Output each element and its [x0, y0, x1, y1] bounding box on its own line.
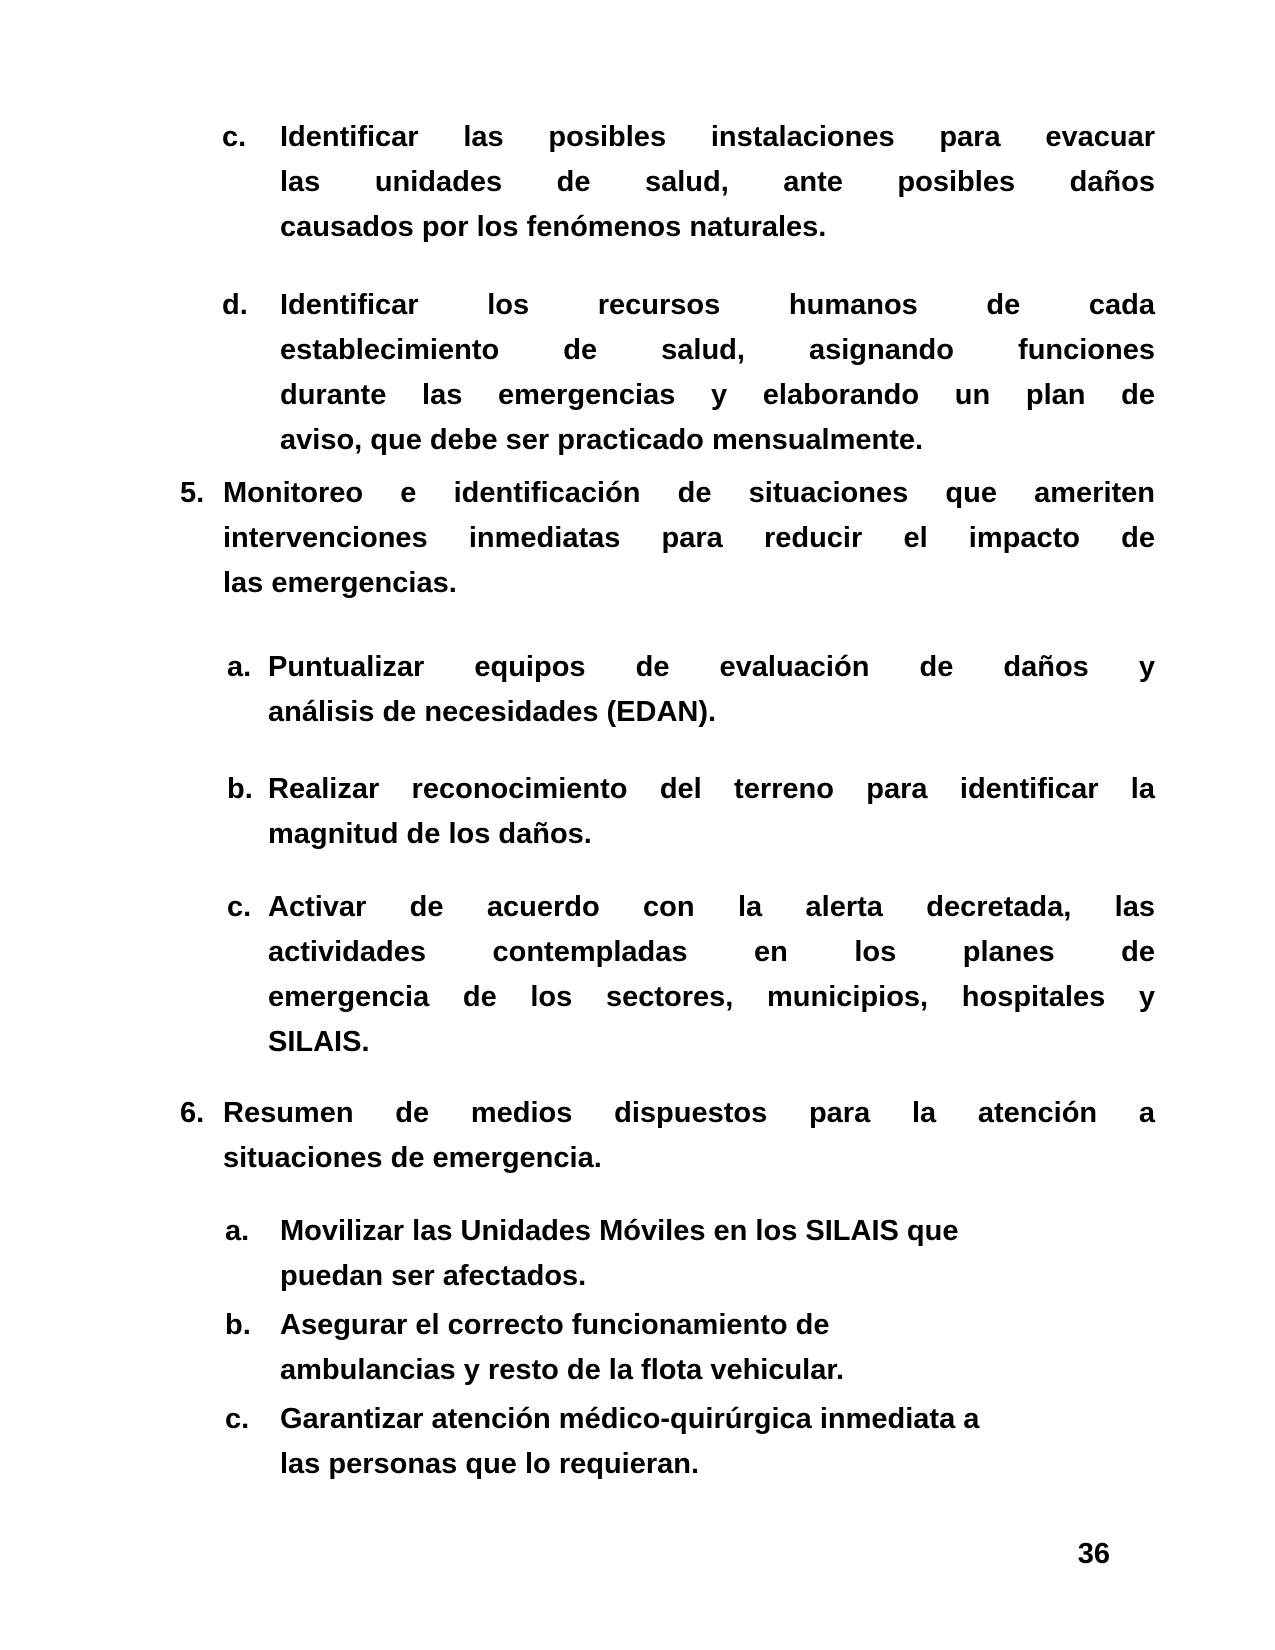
text-line: magnitud de los daños.: [268, 818, 592, 850]
text-line: Monitoreo e identificación de situaciones que ameriten: [223, 477, 1155, 509]
text-line: Puntualizar equipos de evaluación de daños y: [268, 651, 1155, 683]
list-marker: 5.: [180, 477, 205, 509]
list-marker: b.: [225, 1309, 251, 1341]
text-line: análisis de necesidades (EDAN).: [268, 696, 717, 728]
text-line: intervenciones inmediatas para reducir el impacto de: [223, 522, 1155, 554]
page-number: 36: [1077, 1538, 1110, 1570]
list-marker: 6.: [180, 1097, 205, 1129]
text-line: causados por los fenómenos naturales.: [280, 211, 827, 243]
list-marker: a.: [225, 1215, 250, 1247]
list-item-6a: [180, 1209, 1155, 1299]
text-line: Identificar las posibles instalaciones para evacuar: [280, 121, 1155, 153]
text-line: las unidades de salud, ante posibles daños: [280, 166, 1155, 198]
list-marker: d.: [222, 289, 248, 321]
text-line: Realizar reconocimiento del terreno para identificar la: [268, 773, 1155, 805]
page-footer: [180, 1532, 1155, 1577]
text-line: Asegurar el correcto funcionamiento de: [280, 1309, 830, 1341]
list-marker: b.: [227, 773, 253, 805]
text-line: actividades contempladas en los planes de: [268, 936, 1155, 968]
list-item-5c: [180, 885, 1155, 1065]
text-line: Garantizar atención médico-quirúrgica inmediata a: [280, 1403, 980, 1435]
list-item-6b: [180, 1303, 1155, 1393]
list-item-6c: [180, 1397, 1155, 1487]
text-line: puedan ser afectados.: [280, 1260, 587, 1292]
list-item-5a: [180, 645, 1155, 735]
text-line: durante las emergencias y elaborando un plan de: [280, 379, 1155, 411]
list-item-c1: [180, 115, 1155, 250]
text-line: ambulancias y resto de la flota vehicular.: [280, 1354, 845, 1386]
text-line: aviso, que debe ser practicado mensualmente.: [280, 424, 924, 456]
text-line: las emergencias.: [223, 567, 457, 599]
text-line: Resumen de medios dispuestos para la atención a: [223, 1097, 1155, 1129]
text-line: emergencia de los sectores, municipios, hospitales y: [268, 981, 1155, 1013]
list-marker: c.: [222, 121, 247, 153]
list-item-5b: [180, 767, 1155, 857]
text-line: Identificar los recursos humanos de cada: [280, 289, 1155, 321]
list-marker: a.: [227, 651, 252, 683]
list-marker: c.: [227, 891, 252, 923]
text-line: establecimiento de salud, asignando funciones: [280, 334, 1155, 366]
list-item-d: [180, 283, 1155, 463]
list-item-5: [180, 471, 1155, 606]
list-marker: c.: [225, 1403, 250, 1435]
list-item-6: [180, 1091, 1155, 1181]
text-line: Movilizar las Unidades Móviles en los SILAIS que: [280, 1215, 959, 1247]
text-line: situaciones de emergencia.: [223, 1142, 602, 1174]
text-line: Activar de acuerdo con la alerta decretada, las: [268, 891, 1155, 923]
text-line: SILAIS.: [268, 1026, 370, 1058]
text-line: las personas que lo requieran.: [280, 1448, 700, 1480]
